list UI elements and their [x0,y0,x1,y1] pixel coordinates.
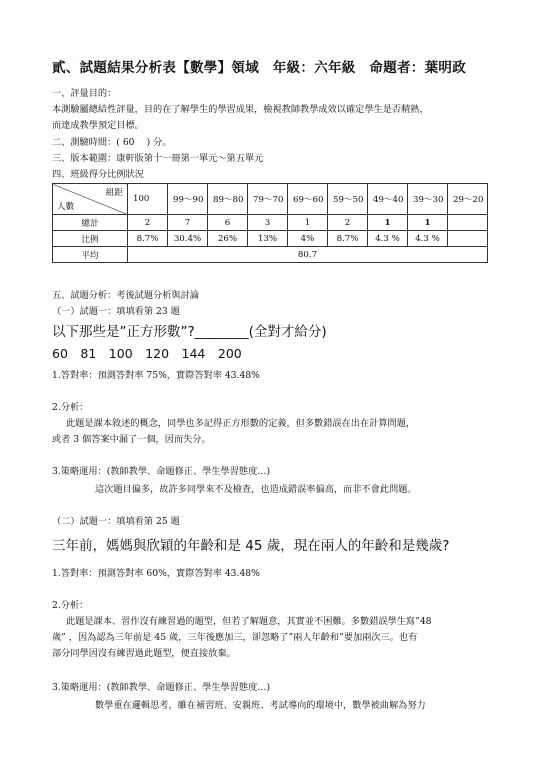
range-cell: 59～50 [328,184,368,215]
table-row-average [53,247,488,263]
q2-analysis-line-1: 此題是課本、習作沒有練習過的題型，但若了解題意，其實並不困難。多數錯誤學生寫”48 [66,616,432,627]
distribution-heading: 四、班級得分比例狀況 [52,169,144,180]
q2-correct-rate: 1.答對率：預測答對率 60%，實際答對率 43.48% [52,568,260,579]
ratio-cell: 30.4% [168,231,208,247]
ratio-cell: 4.3 % [368,231,408,247]
range-cell: 39～30 [408,184,448,215]
purpose-line-2: 而達成教學預定目標。 [52,120,144,131]
table-header-row [53,184,488,215]
q1-correct-rate: 1.答對率：預測答對率 75%，實際答對率 43.48% [52,370,260,381]
q2-heading: （二）試題一：填填看第 25 題 [52,516,180,527]
total-cell: 1 [368,215,408,231]
scope-line: 三、版本範圍：康軒版第十一冊第一單元～第五單元 [52,153,264,164]
total-cell: 7 [168,215,208,231]
total-cell [448,215,488,231]
total-cell: 1 [288,215,328,231]
table-corner-cell [53,184,128,215]
range-cell: 100 [128,184,168,215]
q2-analysis-line-3: 部分同學因沒有練習過此題型，便直接放棄。 [52,648,236,659]
time-line: 二、測驗時間：( 60 ) 分。 [52,137,172,148]
range-cell: 99～90 [168,184,208,215]
range-cell: 49～40 [368,184,408,215]
q1-analysis-label: 2.分析： [52,402,89,413]
table-row-ratio [53,231,488,247]
q1-question: 以下那些是”正方形數”?________(全對才給分) [52,324,327,340]
q2-question: 三年前，媽媽與欣穎的年齡和是 45 歲，現在兩人的年齡和是幾歲? [52,538,450,554]
range-cell: 29～20 [448,184,488,215]
q1-options: 60 81 100 120 144 200 [52,346,242,361]
ratio-cell: 13% [248,231,288,247]
range-cell: 79～70 [248,184,288,215]
q2-analysis-label: 2.分析： [52,600,89,611]
analysis-heading: 五、試題分析：考後試題分析與討論 [52,290,199,301]
corner-label-count: 人數 [57,202,75,212]
corner-label-range: 組距 [105,188,123,198]
purpose-line-1: 本測驗屬總結性評量，目的在了解學生的學習成果，檢視教師教學成效以確定學生是否精熟， [52,104,429,115]
table-row-total [53,215,488,231]
purpose-heading: 一、評量目的： [52,88,117,99]
total-cell: 1 [408,215,448,231]
range-cell: 89～80 [208,184,248,215]
q1-analysis-line-2: 或者 3 個答案中漏了一個，因而失分。 [52,434,211,445]
row-label: 平均 [53,247,128,263]
row-label: 比例 [53,231,128,247]
ratio-cell: 8.7% [328,231,368,247]
q1-heading: （一）試題一：填填看第 23 題 [52,306,180,317]
ratio-cell: 4% [288,231,328,247]
ratio-cell: 4.3 % [408,231,448,247]
grade-distribution-table [52,183,488,263]
ratio-cell [448,231,488,247]
ratio-cell: 26% [208,231,248,247]
row-label: 總計 [53,215,128,231]
q2-strategy-label: 3.策略運用：(教師教學、命題修正、學生學習態度…) [52,682,271,693]
q1-strategy-line-1: 這次題目偏多，故許多同學來不及檢查，也造成錯誤率偏高，而非不會此問題。 [95,484,417,495]
average-cell: 80.7 [128,247,488,263]
q2-strategy-line-1: 數學重在邏輯思考，雖在補習班、安親班、考試導向的環境中，數學被曲解為努力 [95,700,426,711]
q1-strategy-label: 3.策略運用：(教師教學、命題修正、學生學習態度…) [52,466,271,477]
q2-analysis-line-2: 歲” ，因為認為三年前是 45 歲，三年後應加三，卻忽略了”兩人年齡和”要加兩次三。也有 [52,632,418,643]
q1-analysis-line-1: 此題是課本敘述的概念，同學也多記得正方形數的定義，但多數錯誤在出在計算問題， [66,418,416,429]
total-cell: 6 [208,215,248,231]
range-cell: 69～60 [288,184,328,215]
page-title: 貳、試題結果分析表【數學】領域 年級：六年級 命題者：葉明政 [52,60,466,76]
total-cell: 2 [128,215,168,231]
total-cell: 2 [328,215,368,231]
ratio-cell: 8.7% [128,231,168,247]
total-cell: 3 [248,215,288,231]
